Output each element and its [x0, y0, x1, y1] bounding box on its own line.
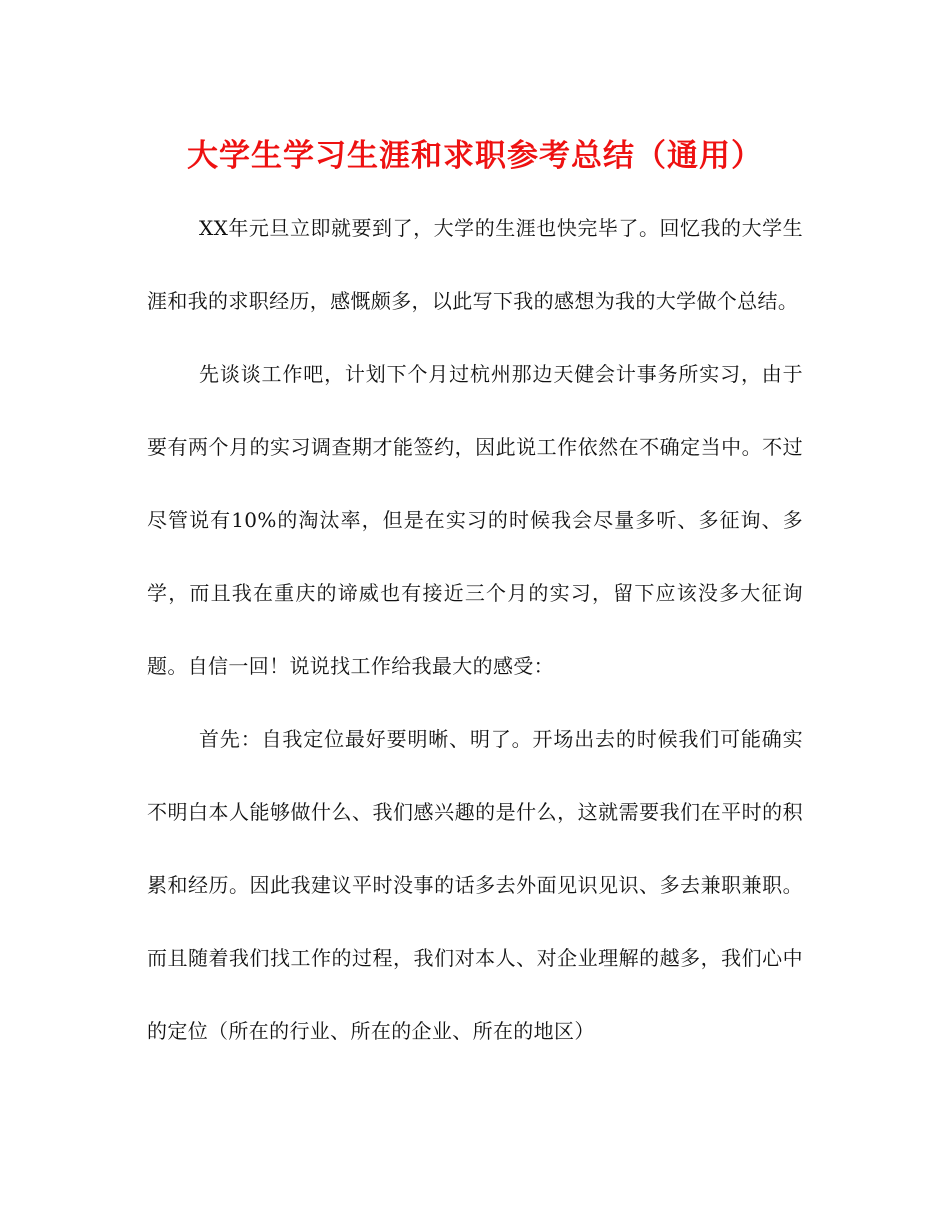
paragraph-3: 首先：自我定位最好要明晰、明了。开场出去的时候我们可能确实不明白本人能够做什么、我们感兴趣的是什么，这就需要我们在平时的积累和经历。因此我建议平时没事的话多去外面见识见识、多去兼职兼职。而且随着我们找工作的过程，我们对本人、对企业理解的越多，我们心中的定位（所在的行业、所在的企业、所在的地区） — [147, 727, 803, 1043]
paragraph-2: 先谈谈工作吧，计划下个月过杭州那边天健会计事务所实习，由于要有两个月的实习调查期才能签约，因此说工作依然在不确定当中。不过尽管说有10%的淘汰率，但是在实习的时候我会尽量多听、多征询、多学，而且我在重庆的谛威也有接近三个月的实习，留下应该没多大征询题。自信一回！说说找工作给我最大的感受： — [147, 362, 803, 678]
document-body — [147, 192, 803, 1068]
document-title: 大学生学习生涯和求职参考总结（通用） — [187, 138, 763, 174]
paragraph-1: XX年元旦立即就要到了，大学的生涯也快完毕了。回忆我的大学生涯和我的求职经历，感慨颇多，以此写下我的感想为我的大学做个总结。 — [147, 216, 803, 313]
